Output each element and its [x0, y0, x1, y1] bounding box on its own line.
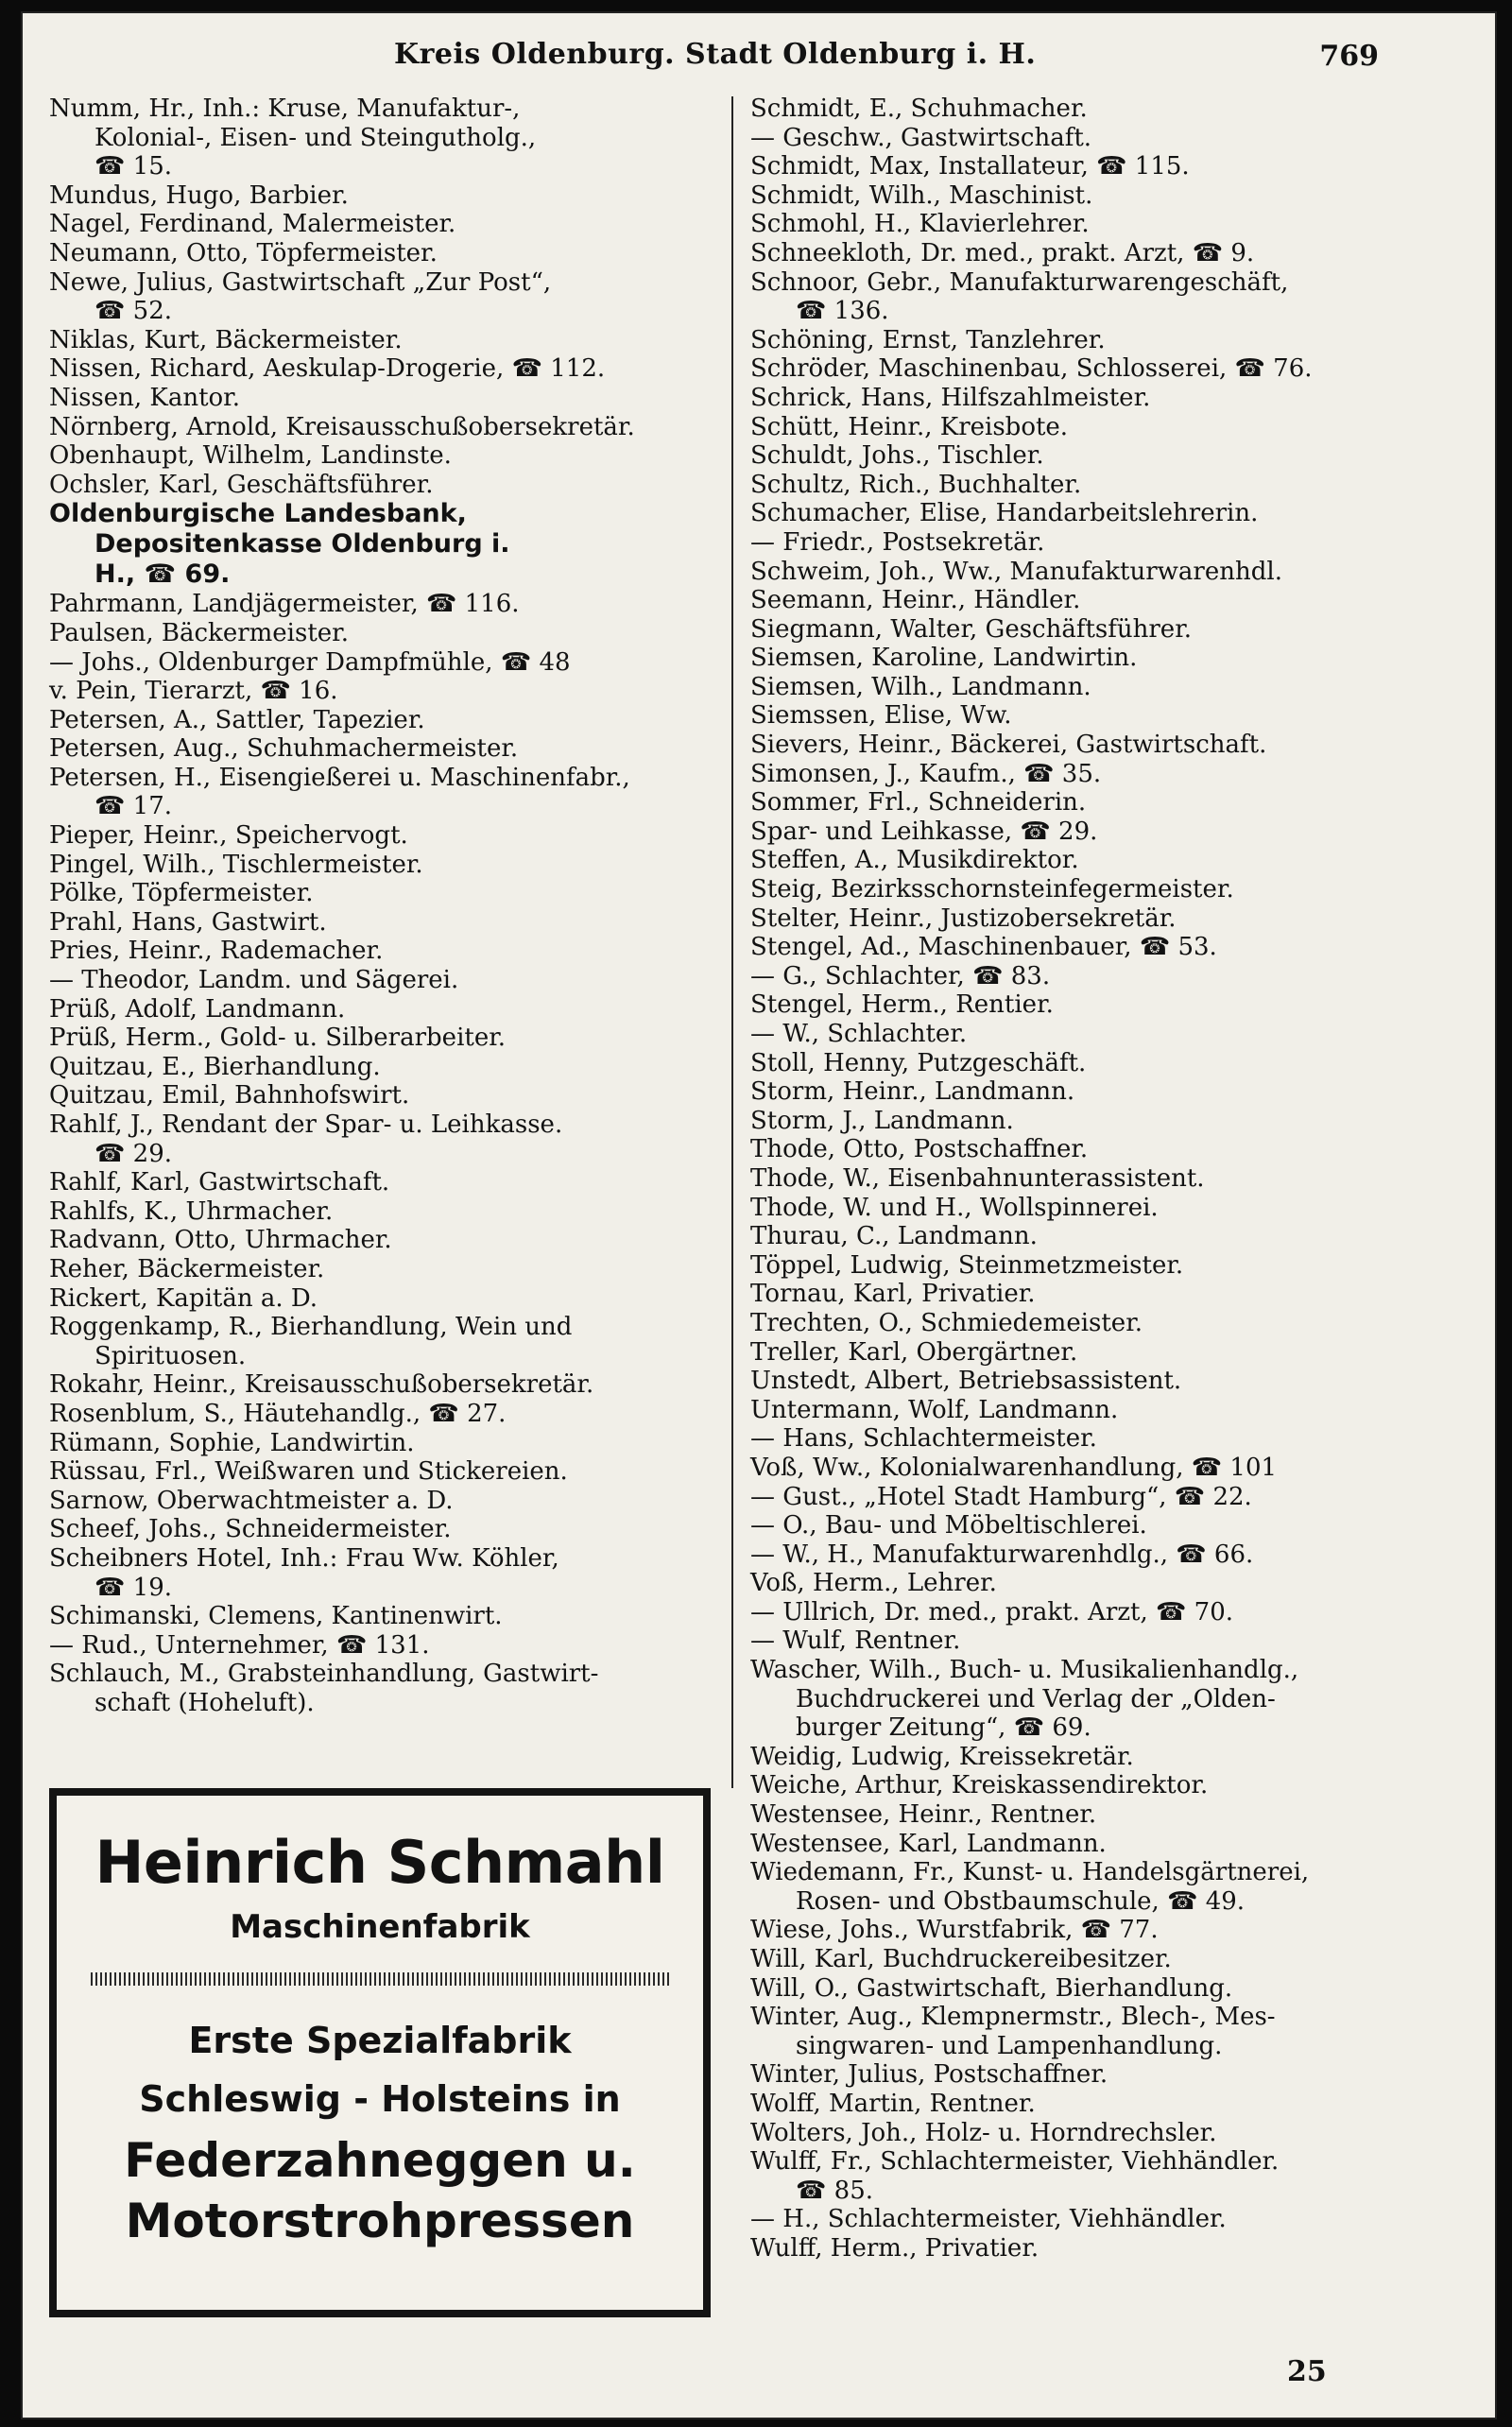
ad-line-3: Federzahneggen u. — [124, 2133, 636, 2188]
entry-text: Petersen, Aug., Schuhmachermeister. — [49, 734, 519, 764]
entry-text: Scheibners Hotel, Inh.: Frau Ww. Köhler, — [49, 1543, 559, 1573]
entry-text: Töppel, Ludwig, Steinmetzmeister. — [750, 1250, 1184, 1280]
entry-text: Rahlf, J., Rendant der Spar- u. Leihkasse. — [49, 1110, 563, 1139]
directory-entry — [750, 558, 1450, 587]
directory-entry — [49, 471, 715, 500]
entry-text: Trechten, O., Schmiedemeister. — [750, 1308, 1143, 1337]
entry-text: Wulff, Fr., Schlachtermeister, Viehhändler. — [750, 2147, 1280, 2177]
directory-entry — [750, 1135, 1450, 1164]
entry-text: Scheef, Johs., Schneidermeister. — [49, 1515, 452, 1544]
entry-text: v. Pein, Tierarzt, ☎ 16. — [49, 677, 338, 706]
entry-continuation: ☎ 15. — [94, 152, 172, 181]
entry-continuation: ☎ 136. — [796, 297, 889, 326]
directory-entry — [49, 268, 715, 326]
entry-continuation: schaft (Hoheluft). — [94, 1688, 315, 1717]
directory-entry — [49, 1284, 715, 1314]
page-header — [21, 28, 1497, 85]
directory-entry — [49, 995, 715, 1024]
directory-entry — [49, 1660, 715, 1717]
entry-text: Sarnow, Oberwachtmeister a. D. — [49, 1486, 454, 1515]
directory-entry — [49, 937, 715, 966]
entry-text: Storm, J., Landmann. — [750, 1106, 1014, 1135]
entry-text: — W., Schlachter. — [750, 1020, 968, 1048]
entry-text: — Johs., Oldenburger Dampfmühle, ☎ 48 — [49, 647, 571, 677]
directory-entry — [750, 933, 1450, 962]
entry-text: Neumann, Otto, Töpfermeister. — [49, 238, 438, 267]
entry-text: — W., H., Manufakturwarenhdlg., ☎ 66. — [750, 1540, 1254, 1569]
directory-entry — [750, 1280, 1450, 1309]
entry-text: Schrick, Hans, Hilfszahlmeister. — [750, 383, 1151, 412]
directory-entry — [49, 441, 715, 471]
entry-text: Schmidt, Wilh., Maschinist. — [750, 181, 1093, 210]
entry-continuation: ☎ 85. — [796, 2176, 873, 2205]
directory-entry — [750, 615, 1450, 645]
directory-entry — [49, 181, 715, 211]
entry-text: Steffen, A., Musikdirektor. — [750, 846, 1079, 875]
entry-text: Simonsen, J., Kaufm., ☎ 35. — [750, 759, 1102, 788]
advertisement-box — [49, 1788, 711, 2317]
directory-entry — [750, 1945, 1450, 1974]
directory-entry — [750, 1107, 1450, 1136]
directory-entry — [750, 731, 1450, 760]
directory-entry — [49, 590, 715, 619]
entry-continuation: burger Zeitung“, ☎ 69. — [796, 1713, 1091, 1743]
directory-entry — [49, 354, 715, 384]
directory-entry — [750, 1338, 1450, 1368]
entry-continuation: singwaren- und Lampenhandlung. — [796, 2031, 1223, 2060]
entry-text: Pölke, Töpfermeister. — [49, 879, 314, 908]
entry-text: Siegmann, Walter, Geschäftsführer. — [750, 614, 1193, 644]
entry-text: Winter, Julius, Postschaffner. — [750, 2060, 1108, 2090]
entry-text: Schmohl, H., Klavierlehrer. — [750, 210, 1090, 239]
directory-entry — [750, 1049, 1450, 1078]
entry-text: Seemann, Heinr., Händler. — [750, 586, 1081, 615]
directory-entry — [750, 586, 1450, 615]
directory-entry — [49, 706, 715, 735]
directory-entry — [750, 673, 1450, 702]
entry-text: Schweim, Joh., Ww., Manufakturwarenhdl. — [750, 557, 1282, 586]
directory-entry — [750, 701, 1450, 731]
directory-entry — [750, 1598, 1450, 1627]
directory-entry — [49, 1631, 715, 1661]
directory-entry — [750, 644, 1450, 673]
directory-entry — [750, 1858, 1450, 1916]
entry-text: Oldenburgische Landesbank, — [49, 499, 467, 529]
directory-entry — [750, 181, 1450, 211]
directory-entry — [49, 1197, 715, 1227]
entry-continuation: Buchdruckerei und Verlag der „Olden- — [796, 1684, 1276, 1713]
directory-entry — [750, 1251, 1450, 1281]
directory-entry — [49, 1081, 715, 1110]
page-number: 769 — [1319, 40, 1379, 73]
directory-entry — [750, 2003, 1450, 2060]
directory-entry — [49, 1487, 715, 1516]
directory-entry — [750, 413, 1450, 442]
entry-text: Siemsen, Karoline, Landwirtin. — [750, 644, 1138, 673]
directory-entry — [49, 1429, 715, 1458]
entry-text: Steig, Bezirksschornsteinfegermeister. — [750, 875, 1234, 904]
directory-entry — [750, 1164, 1450, 1194]
entry-text: Niklas, Kurt, Bäckermeister. — [49, 325, 403, 354]
directory-entry — [750, 904, 1450, 934]
directory-entry — [49, 966, 715, 995]
entry-text: — O., Bau- und Möbeltischlerei. — [750, 1511, 1147, 1541]
entry-text: Stelter, Heinr., Justizobersekretär. — [750, 904, 1177, 933]
directory-entry — [49, 1024, 715, 1053]
entry-text: Stengel, Ad., Maschinenbauer, ☎ 53. — [750, 933, 1217, 962]
entry-text: Siemssen, Elise, Ww. — [750, 701, 1012, 731]
directory-entry — [750, 1367, 1450, 1396]
directory-entry — [750, 1974, 1450, 2004]
directory-entry — [750, 1396, 1450, 1425]
entry-text: Pingel, Wilh., Tischlermeister. — [49, 850, 423, 879]
entry-text: Schneekloth, Dr. med., prakt. Arzt, ☎ 9. — [750, 238, 1255, 267]
ad-line-1: Erste Spezialfabrik — [188, 2020, 572, 2061]
directory-entry — [49, 879, 715, 908]
entry-text: Prahl, Hans, Gastwirt. — [49, 907, 327, 937]
entry-text: Thode, W., Eisenbahnunterassistent. — [750, 1163, 1205, 1193]
entry-text: Schimanski, Clemens, Kantinenwirt. — [49, 1602, 503, 1631]
directory-entry — [750, 1830, 1450, 1859]
entry-text: Tornau, Karl, Privatier. — [750, 1280, 1036, 1309]
directory-entry — [49, 677, 715, 706]
directory-entry — [750, 2234, 1450, 2263]
directory-entry — [49, 1602, 715, 1631]
directory-entry — [49, 1168, 715, 1197]
directory-entry — [49, 1515, 715, 1544]
directory-entry — [49, 908, 715, 938]
directory-entry — [49, 499, 715, 590]
directory-entry — [49, 326, 715, 355]
directory-entry — [750, 239, 1450, 268]
directory-entry — [49, 648, 715, 678]
directory-entry — [49, 1457, 715, 1487]
entry-text: Radvann, Otto, Uhrmacher. — [49, 1226, 392, 1255]
entry-text: Rümann, Sophie, Landwirtin. — [49, 1428, 415, 1457]
directory-entry — [750, 818, 1450, 847]
entry-continuation: H., ☎ 69. — [94, 559, 231, 590]
entry-continuation: ☎ 19. — [94, 1573, 172, 1602]
entry-text: Prüß, Adolf, Landmann. — [49, 994, 346, 1024]
directory-entry — [750, 210, 1450, 239]
directory-entry — [49, 1053, 715, 1082]
entry-text: Untermann, Wolf, Landmann. — [750, 1395, 1119, 1424]
directory-entry — [49, 1370, 715, 1400]
directory-entry — [49, 1313, 715, 1370]
directory-entry — [49, 95, 715, 181]
entry-text: Schultz, Rich., Buchhalter. — [750, 470, 1082, 499]
entry-text: Wulff, Herm., Privatier. — [750, 2233, 1040, 2263]
directory-entry — [750, 1800, 1450, 1830]
entry-text: Thode, Otto, Postschaffner. — [750, 1135, 1089, 1164]
entry-text: Prüß, Herm., Gold- u. Silberarbeiter. — [49, 1024, 507, 1053]
directory-entry — [750, 2205, 1450, 2234]
entry-text: Schöning, Ernst, Tanzlehrer. — [750, 325, 1106, 354]
right-column — [750, 95, 1450, 2263]
ad-subtitle: Maschinenfabrik — [230, 1908, 530, 1946]
directory-entry — [750, 499, 1450, 528]
entry-text: Voß, Herm., Lehrer. — [750, 1569, 997, 1598]
entry-text: Rahlfs, K., Uhrmacher. — [49, 1196, 334, 1226]
directory-entry — [750, 1627, 1450, 1656]
directory-entry — [49, 1110, 715, 1168]
directory-entry — [49, 1226, 715, 1255]
entry-text: — Theodor, Landm. und Sägerei. — [49, 966, 459, 995]
entry-text: — Rud., Unternehmer, ☎ 131. — [49, 1630, 430, 1660]
ad-company-name: Heinrich Schmahl — [94, 1828, 665, 1897]
directory-entry — [750, 1743, 1450, 1772]
entry-text: Winter, Aug., Klempnermstr., Blech-, Mes- — [750, 2003, 1276, 2032]
entry-text: Rosenblum, S., Häutehandlg., ☎ 27. — [49, 1399, 507, 1428]
directory-entry — [49, 619, 715, 648]
entry-text: Schlauch, M., Grabsteinhandlung, Gastwirt- — [49, 1660, 599, 1689]
directory-entry — [750, 354, 1450, 384]
directory-entry — [750, 1020, 1450, 1049]
directory-entry — [750, 441, 1450, 471]
entry-text: — G., Schlachter, ☎ 83. — [750, 961, 1051, 990]
entry-text: Pries, Heinr., Rademacher. — [49, 937, 384, 966]
entry-text: Voß, Ww., Kolonialwarenhandlung, ☎ 101 — [750, 1453, 1278, 1482]
entry-text: Weidig, Ludwig, Kreissekretär. — [750, 1742, 1134, 1771]
directory-entry — [750, 2119, 1450, 2148]
left-column — [49, 95, 715, 1717]
entry-continuation: Depositenkasse Oldenburg i. — [94, 529, 510, 559]
directory-entry — [750, 326, 1450, 355]
entry-text: Westensee, Karl, Landmann. — [750, 1829, 1107, 1858]
entry-text: Schröder, Maschinenbau, Schlosserei, ☎ 76. — [750, 354, 1313, 384]
entry-text: — Hans, Schlachtermeister. — [750, 1424, 1097, 1454]
directory-entry — [49, 851, 715, 880]
entry-text: Rokahr, Heinr., Kreisausschußobersekretär. — [49, 1370, 594, 1400]
entry-text: Nissen, Richard, Aeskulap-Drogerie, ☎ 112. — [49, 354, 606, 384]
footer-page-marker: 25 — [1287, 2355, 1327, 2388]
entry-text: Ochsler, Karl, Geschäftsführer. — [49, 470, 434, 499]
directory-entry — [49, 210, 715, 239]
entry-continuation: Kolonial-, Eisen- und Steingutholg., — [94, 123, 537, 152]
entry-text: Schnoor, Gebr., Manufakturwarengeschäft, — [750, 267, 1289, 297]
entry-text: Roggenkamp, R., Bierhandlung, Wein und — [49, 1313, 573, 1342]
entry-text: Westensee, Heinr., Rentner. — [750, 1800, 1097, 1830]
entry-text: Nissen, Kantor. — [49, 383, 241, 412]
directory-entry — [750, 1454, 1450, 1483]
entry-text: Petersen, A., Sattler, Tapezier. — [49, 705, 425, 734]
entry-text: — Gust., „Hotel Stadt Hamburg“, ☎ 22. — [750, 1482, 1252, 1511]
entry-text: Pieper, Heinr., Speichervogt. — [49, 821, 408, 851]
entry-text: Schmidt, Max, Installateur, ☎ 115. — [750, 152, 1190, 181]
entry-text: — Wulf, Rentner. — [750, 1627, 961, 1656]
entry-text: — Friedr., Postsekretär. — [750, 527, 1045, 557]
directory-entry — [750, 1569, 1450, 1598]
entry-text: Rüssau, Frl., Weißwaren und Stickereien. — [49, 1457, 568, 1487]
directory-entry — [750, 1771, 1450, 1800]
entry-text: Numm, Hr., Inh.: Kruse, Manufaktur-, — [49, 95, 521, 123]
directory-entry — [750, 1077, 1450, 1107]
directory-entry — [49, 1255, 715, 1284]
entry-text: — H., Schlachtermeister, Viehhändler. — [750, 2205, 1227, 2234]
entry-continuation: Spirituosen. — [94, 1341, 247, 1370]
entry-text: Wolff, Martin, Rentner. — [750, 2089, 1036, 2118]
directory-entry — [750, 384, 1450, 413]
directory-entry — [750, 95, 1450, 124]
entry-text: Obenhaupt, Wilhelm, Landinste. — [49, 441, 452, 471]
entry-text: Schmidt, E., Schuhmacher. — [750, 95, 1088, 123]
directory-entry — [750, 528, 1450, 558]
entry-text: Thurau, C., Landmann. — [750, 1222, 1038, 1251]
entry-continuation: ☎ 52. — [94, 297, 172, 326]
directory-entry — [750, 1424, 1450, 1454]
directory-entry — [49, 413, 715, 442]
entry-text: Paulsen, Bäckermeister. — [49, 618, 350, 647]
entry-text: Treller, Karl, Obergärtner. — [750, 1337, 1078, 1367]
entry-continuation: ☎ 29. — [94, 1139, 172, 1168]
directory-entry — [750, 1194, 1450, 1223]
entry-text: Schütt, Heinr., Kreisbote. — [750, 412, 1069, 441]
entry-text: Storm, Heinr., Landmann. — [750, 1077, 1075, 1107]
directory-entry — [49, 384, 715, 413]
directory-entry — [49, 764, 715, 821]
entry-text: Wolters, Joh., Holz- u. Horndrechsler. — [750, 2118, 1217, 2147]
entry-text: Rickert, Kapitän a. D. — [49, 1283, 318, 1313]
directory-entry — [750, 2090, 1450, 2119]
entry-text: Schumacher, Elise, Handarbeitslehrerin. — [750, 499, 1259, 528]
directory-entry — [49, 1544, 715, 1602]
entry-text: Newe, Julius, Gastwirtschaft „Zur Post“, — [49, 267, 552, 297]
directory-entry — [49, 239, 715, 268]
entry-text: Stoll, Henny, Putzgeschäft. — [750, 1048, 1087, 1077]
entry-text: Stengel, Herm., Rentier. — [750, 990, 1054, 1020]
entry-text: Sommer, Frl., Schneiderin. — [750, 788, 1087, 818]
entry-text: Will, O., Gastwirtschaft, Bierhandlung. — [750, 1973, 1233, 2003]
entry-text: Sievers, Heinr., Bäckerei, Gastwirtschaft. — [750, 731, 1267, 760]
running-title: Kreis Oldenburg. Stadt Oldenburg i. H. — [394, 38, 1037, 71]
entry-text: Rahlf, Karl, Gastwirtschaft. — [49, 1168, 390, 1197]
directory-entry — [750, 1541, 1450, 1570]
entry-text: Wascher, Wilh., Buch- u. Musikalienhandlg., — [750, 1656, 1299, 1685]
ad-line-2: Schleswig - Holsteins in — [139, 2078, 621, 2120]
entry-text: Wiese, Johs., Wurstfabrik, ☎ 77. — [750, 1916, 1159, 1945]
directory-entry — [750, 1656, 1450, 1743]
directory-entry — [750, 471, 1450, 500]
directory-entry — [750, 875, 1450, 904]
entry-text: Petersen, H., Eisengießerei u. Maschinenfabr., — [49, 763, 630, 792]
directory-entry — [49, 821, 715, 851]
directory-entry — [750, 2147, 1450, 2205]
directory-entry — [750, 124, 1450, 153]
directory-entry — [750, 1511, 1450, 1541]
entry-text: Reher, Bäckermeister. — [49, 1254, 325, 1283]
entry-continuation: Rosen- und Obstbaumschule, ☎ 49. — [796, 1886, 1246, 1916]
entry-text: Will, Karl, Buchdruckereibesitzer. — [750, 1945, 1172, 1973]
entry-text: Nagel, Ferdinand, Malermeister. — [49, 210, 456, 239]
entry-text: Unstedt, Albert, Betriebsassistent. — [750, 1367, 1182, 1396]
entry-text: — Ullrich, Dr. med., prakt. Arzt, ☎ 70. — [750, 1597, 1233, 1627]
entry-text: Wiedemann, Fr., Kunst- u. Handelsgärtnerei, — [750, 1858, 1310, 1887]
directory-entry — [49, 1400, 715, 1429]
entry-text: Thode, W. und H., Wollspinnerei. — [750, 1193, 1159, 1222]
ad-line-4: Motorstrohpressen — [125, 2194, 635, 2248]
entry-text: Spar- und Leihkasse, ☎ 29. — [750, 817, 1098, 846]
directory-entry — [750, 788, 1450, 818]
entry-text: Weiche, Arthur, Kreiskassendirektor. — [750, 1771, 1209, 1800]
entry-text: Mundus, Hugo, Barbier. — [49, 181, 349, 210]
entry-text: Pahrmann, Landjägermeister, ☎ 116. — [49, 590, 520, 619]
entry-text: Siemsen, Wilh., Landmann. — [750, 672, 1091, 701]
entry-text: Nörnberg, Arnold, Kreisausschußobersekretär. — [49, 412, 635, 441]
entry-text: Schuldt, Johs., Tischler. — [750, 441, 1044, 471]
directory-entry — [750, 1309, 1450, 1338]
directory-entry — [750, 962, 1450, 991]
directory-entry — [750, 1222, 1450, 1251]
directory-entry — [750, 1483, 1450, 1512]
directory-entry — [49, 734, 715, 764]
column-divider — [731, 96, 733, 1788]
entry-text: Quitzau, Emil, Bahnhofswirt. — [49, 1081, 410, 1110]
directory-entry — [750, 760, 1450, 789]
directory-page — [21, 11, 1497, 2419]
entry-text: — Geschw., Gastwirtschaft. — [750, 123, 1092, 152]
entry-text: Quitzau, E., Bierhandlung. — [49, 1052, 381, 1081]
ad-divider-rule — [91, 1972, 669, 1986]
entry-continuation: ☎ 17. — [94, 792, 172, 821]
directory-entry — [750, 1916, 1450, 1945]
directory-entry — [750, 846, 1450, 875]
directory-entry — [750, 2060, 1450, 2090]
directory-entry — [750, 152, 1450, 181]
directory-entry — [750, 268, 1450, 326]
directory-entry — [750, 990, 1450, 1020]
